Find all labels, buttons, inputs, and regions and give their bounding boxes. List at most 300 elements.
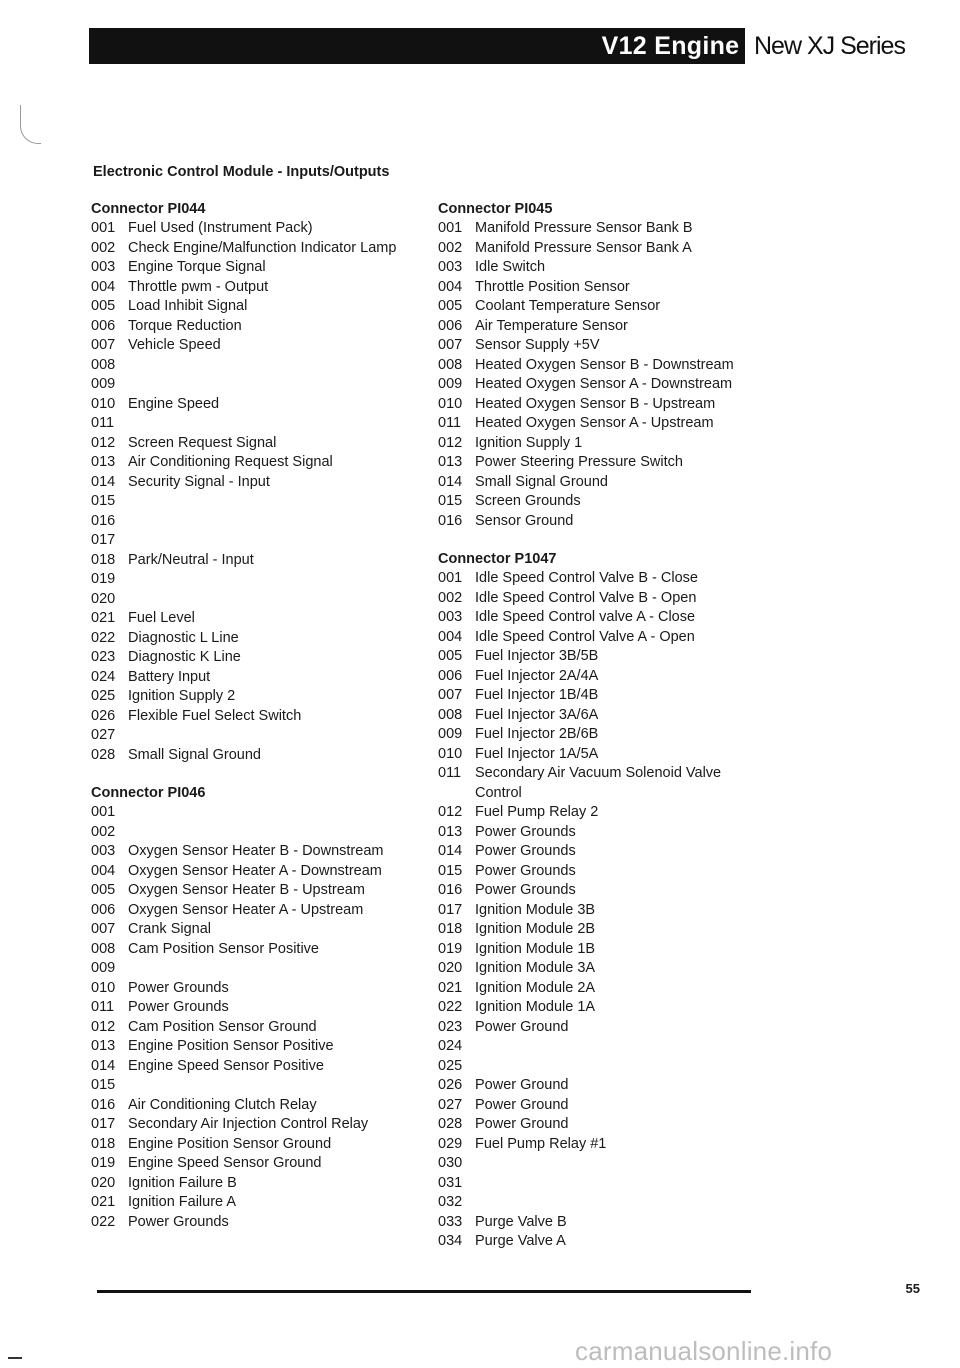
pin-row xyxy=(91,356,411,376)
pin-row xyxy=(91,1213,411,1233)
pin-number: 027 xyxy=(91,727,116,743)
pin-number: 012 xyxy=(91,1018,116,1035)
pin-label: Flexible Fuel Select Switch xyxy=(128,707,302,724)
pin-row xyxy=(438,686,758,706)
pin-number: 005 xyxy=(91,298,116,314)
pin-row xyxy=(91,336,411,356)
pin-number: 018 xyxy=(91,551,116,568)
connector-title: Connector PI044 xyxy=(91,201,206,217)
pin-number: 015 xyxy=(438,493,463,509)
page-number: 55 xyxy=(905,1281,920,1296)
pin-number: 004 xyxy=(91,278,116,295)
pin-label: Load Inhibit Signal xyxy=(128,298,248,314)
pin-number: 003 xyxy=(438,609,463,625)
pin-number: 006 xyxy=(91,317,116,334)
pin-row xyxy=(438,356,758,376)
pin-number: 019 xyxy=(91,1155,116,1171)
pin-label: Heated Oxygen Sensor B - Upstream xyxy=(475,395,716,412)
pin-label: Fuel Pump Relay #1 xyxy=(475,1135,607,1152)
pin-label: Fuel Injector 3B/5B xyxy=(475,648,599,664)
pin-label: Fuel Injector 2B/6B xyxy=(475,726,599,742)
pin-row xyxy=(438,628,758,648)
pin-number: 001 xyxy=(438,570,463,586)
header-engine-title: V12 Engine xyxy=(601,32,740,60)
pin-number: 012 xyxy=(91,434,116,451)
pin-row xyxy=(438,1037,758,1057)
pin-number: 010 xyxy=(438,395,463,412)
pin-number: 027 xyxy=(438,1096,463,1113)
pin-row xyxy=(91,414,411,434)
pin-number: 031 xyxy=(438,1174,463,1191)
pin-label: Idle Speed Control Valve B - Close xyxy=(475,570,698,586)
pin-label xyxy=(128,803,411,823)
pin-number: 011 xyxy=(91,415,115,431)
pin-row xyxy=(91,239,411,259)
pin-label: Purge Valve A xyxy=(475,1233,566,1249)
pin-number: 007 xyxy=(91,921,116,937)
connector-title: Connector PI045 xyxy=(438,201,553,217)
pin-label: Idle Switch xyxy=(475,259,546,275)
pin-label xyxy=(475,1154,758,1174)
pin-number: 008 xyxy=(438,356,463,373)
pin-row xyxy=(438,803,758,823)
pin-label: Diagnostic K Line xyxy=(128,649,241,665)
pin-row xyxy=(438,414,758,434)
connector-section xyxy=(438,199,758,531)
pin-row xyxy=(91,395,411,415)
pin-label: Check Engine/Malfunction Indicator Lamp xyxy=(128,239,397,256)
pin-row xyxy=(91,1154,411,1174)
pin-label: Oxygen Sensor Heater B - Upstream xyxy=(128,882,365,898)
pin-label: Throttle pwm - Output xyxy=(128,278,269,295)
pin-number: 028 xyxy=(91,746,116,763)
pin-row xyxy=(91,648,411,668)
pin-label xyxy=(128,1076,411,1096)
pin-number: 013 xyxy=(91,1038,116,1054)
pin-row xyxy=(438,239,758,259)
pin-number: 016 xyxy=(438,882,463,898)
pin-row xyxy=(438,589,758,609)
connector-section xyxy=(91,199,411,765)
pin-number: 009 xyxy=(91,376,116,392)
pin-number: 014 xyxy=(91,1057,116,1074)
pin-label: Engine Torque Signal xyxy=(128,259,266,275)
pin-row xyxy=(91,629,411,649)
pin-row xyxy=(438,317,758,337)
connector-title: Connector P1047 xyxy=(438,551,557,567)
pin-label: Engine Speed xyxy=(128,395,220,412)
pin-row xyxy=(91,668,411,688)
pin-label xyxy=(128,492,411,512)
pin-number: 007 xyxy=(438,337,463,353)
pin-number: 021 xyxy=(91,610,116,626)
pin-label: Fuel Pump Relay 2 xyxy=(475,804,599,820)
pin-row xyxy=(438,1057,758,1077)
pin-label xyxy=(475,1037,758,1057)
pin-number: 011 xyxy=(91,999,115,1015)
pin-row xyxy=(438,881,758,901)
pin-row xyxy=(91,297,411,317)
pin-number: 004 xyxy=(438,278,463,295)
pin-number: 012 xyxy=(438,434,463,451)
pin-row xyxy=(438,1076,758,1096)
footer-rule xyxy=(97,1290,751,1293)
pin-row xyxy=(91,881,411,901)
pin-number: 028 xyxy=(438,1116,463,1132)
pin-number: 016 xyxy=(91,1096,116,1113)
pin-row xyxy=(91,278,411,298)
pin-number: 003 xyxy=(91,843,116,859)
pin-number: 020 xyxy=(91,1174,116,1191)
pin-row xyxy=(91,803,411,823)
pin-row xyxy=(438,569,758,589)
pin-number: 019 xyxy=(91,571,116,587)
pin-label: Screen Grounds xyxy=(475,493,581,509)
pin-label: Manifold Pressure Sensor Bank A xyxy=(475,239,692,256)
pin-row xyxy=(91,862,411,882)
pin-label: Oxygen Sensor Heater B - Downstream xyxy=(128,843,384,859)
pin-row xyxy=(91,434,411,454)
pin-label xyxy=(128,823,411,843)
pin-label: Crank Signal xyxy=(128,921,212,937)
pin-label: Air Temperature Sensor xyxy=(475,317,628,334)
pin-number: 029 xyxy=(438,1135,463,1152)
pin-label: Screen Request Signal xyxy=(128,434,277,451)
pin-row xyxy=(91,1057,411,1077)
pin-row xyxy=(438,297,758,317)
pin-label: Heated Oxygen Sensor A - Downstream xyxy=(475,376,733,392)
pin-number: 032 xyxy=(438,1194,463,1210)
section-gap xyxy=(438,531,758,549)
pin-number: 010 xyxy=(91,395,116,412)
pin-label: Torque Reduction xyxy=(128,317,242,334)
pin-label: Idle Speed Control Valve B - Open xyxy=(475,589,697,606)
pin-label xyxy=(128,356,411,376)
pin-label: Ignition Module 3B xyxy=(475,901,596,918)
pin-row xyxy=(91,998,411,1018)
pin-label: Security Signal - Input xyxy=(128,473,270,490)
pin-label: Air Conditioning Request Signal xyxy=(128,454,333,470)
pin-label xyxy=(128,959,411,979)
pin-number: 023 xyxy=(438,1018,463,1035)
pin-label: Cam Position Sensor Ground xyxy=(128,1018,317,1035)
pin-row xyxy=(91,453,411,473)
pin-row xyxy=(91,959,411,979)
right-column xyxy=(438,199,758,1252)
pin-row xyxy=(438,920,758,940)
pin-number: 017 xyxy=(438,901,463,918)
pin-row xyxy=(438,647,758,667)
pin-row xyxy=(91,1037,411,1057)
pin-label: Idle Speed Control Valve A - Open xyxy=(475,628,695,645)
pin-row xyxy=(91,1115,411,1135)
pin-number: 024 xyxy=(91,668,116,685)
pin-number: 012 xyxy=(438,804,463,820)
pin-row xyxy=(438,667,758,687)
pin-number: 001 xyxy=(91,220,116,236)
pin-number: 002 xyxy=(91,239,116,256)
pin-number: 022 xyxy=(91,629,116,646)
pin-number: 014 xyxy=(438,473,463,490)
pin-number: 023 xyxy=(91,649,116,665)
pin-number: 002 xyxy=(438,239,463,256)
pin-number: 015 xyxy=(91,1077,116,1093)
pin-row xyxy=(438,998,758,1018)
pin-number: 013 xyxy=(91,454,116,470)
pin-row xyxy=(438,608,758,628)
pin-row xyxy=(438,492,758,512)
pin-row xyxy=(91,823,411,843)
pin-number: 005 xyxy=(438,648,463,664)
pin-label: Sensor Ground xyxy=(475,512,574,529)
pin-label xyxy=(128,726,411,746)
pin-label: Ignition Failure B xyxy=(128,1174,237,1191)
pin-number: 006 xyxy=(438,317,463,334)
pin-number: 004 xyxy=(91,862,116,879)
pin-label: Small Signal Ground xyxy=(128,746,261,763)
pin-row xyxy=(438,725,758,745)
pin-label: Coolant Temperature Sensor xyxy=(475,298,661,314)
pin-row xyxy=(438,842,758,862)
pin-label: Engine Speed Sensor Positive xyxy=(128,1057,324,1074)
pin-label: Fuel Injector 2A/4A xyxy=(475,667,599,684)
pin-row xyxy=(438,862,758,882)
pin-label: Oxygen Sensor Heater A - Upstream xyxy=(128,901,364,918)
pin-row xyxy=(438,959,758,979)
pin-number: 021 xyxy=(438,979,463,996)
pin-label: Diagnostic L Line xyxy=(128,629,239,646)
pin-row xyxy=(438,1193,758,1213)
pin-number: 016 xyxy=(91,512,116,529)
pin-label: Heated Oxygen Sensor B - Downstream xyxy=(475,356,734,373)
pin-label: Heated Oxygen Sensor A - Upstream xyxy=(475,415,714,431)
pin-number: 030 xyxy=(438,1155,463,1171)
pin-label xyxy=(128,570,411,590)
pin-label: Power Grounds xyxy=(128,979,229,996)
pin-number: 008 xyxy=(438,706,463,723)
pin-row xyxy=(438,434,758,454)
pin-row xyxy=(91,1076,411,1096)
pin-label: Power Ground xyxy=(475,1018,569,1035)
pin-label: Fuel Used (Instrument Pack) xyxy=(128,220,313,236)
pin-number: 013 xyxy=(438,454,463,470)
pin-number: 007 xyxy=(438,687,463,703)
pin-label: Power Ground xyxy=(475,1096,569,1113)
pin-row xyxy=(91,551,411,571)
pin-row xyxy=(91,687,411,707)
pin-label xyxy=(128,531,411,551)
pin-row xyxy=(91,842,411,862)
pin-row xyxy=(438,336,758,356)
pin-label: Power Grounds xyxy=(475,882,576,898)
pin-label: Throttle Position Sensor xyxy=(475,278,630,295)
pin-number: 009 xyxy=(91,960,116,976)
pin-label: Fuel Injector 1A/5A xyxy=(475,745,599,762)
pin-row xyxy=(91,512,411,532)
pin-label: Air Conditioning Clutch Relay xyxy=(128,1096,317,1113)
pin-row xyxy=(438,1154,758,1174)
pin-number: 019 xyxy=(438,940,463,957)
pin-label: Ignition Module 1A xyxy=(475,999,596,1015)
pin-number: 006 xyxy=(91,901,116,918)
pin-number: 020 xyxy=(91,590,116,607)
pin-row xyxy=(438,219,758,239)
pin-row xyxy=(91,707,411,727)
pin-row xyxy=(91,940,411,960)
pin-label: Power Grounds xyxy=(128,999,229,1015)
pin-number: 025 xyxy=(438,1057,463,1074)
pin-row xyxy=(438,375,758,395)
pin-number: 015 xyxy=(91,493,116,509)
pin-row xyxy=(91,1096,411,1116)
pin-label: Ignition Supply 1 xyxy=(475,434,583,451)
pin-number: 018 xyxy=(91,1135,116,1152)
pin-label: Secondary Air Injection Control Relay xyxy=(128,1116,369,1132)
pin-label: Ignition Module 2B xyxy=(475,921,596,937)
pin-number: 001 xyxy=(91,804,116,820)
pin-number: 003 xyxy=(438,259,463,275)
pin-row xyxy=(438,453,758,473)
pin-row xyxy=(438,473,758,493)
pin-number: 014 xyxy=(438,843,463,859)
pin-row xyxy=(438,979,758,999)
pin-number: 002 xyxy=(91,823,116,840)
pin-row xyxy=(91,1193,411,1213)
pin-label: Park/Neutral - Input xyxy=(128,551,254,568)
pin-number: 016 xyxy=(438,512,463,529)
pin-number: 017 xyxy=(91,1116,116,1132)
pin-number: 001 xyxy=(438,220,463,236)
watermark-text: carmanualsonline.info xyxy=(575,1336,833,1366)
pin-label xyxy=(128,512,411,532)
pin-label xyxy=(128,375,411,395)
pin-label xyxy=(475,1193,758,1213)
pin-row xyxy=(91,979,411,999)
pin-row xyxy=(438,1213,758,1233)
pin-label: Fuel Injector 3A/6A xyxy=(475,706,599,723)
pin-row xyxy=(91,1135,411,1155)
pin-row xyxy=(91,920,411,940)
pin-label: Ignition Module 1B xyxy=(475,940,596,957)
section-gap xyxy=(91,765,411,783)
pin-label: Engine Position Sensor Positive xyxy=(128,1038,334,1054)
pin-label: Power Grounds xyxy=(128,1213,229,1230)
pin-row xyxy=(438,395,758,415)
corner-dash-mark xyxy=(8,1357,22,1359)
pin-number: 013 xyxy=(438,823,463,840)
pin-number: 026 xyxy=(91,707,116,724)
pin-label xyxy=(128,414,411,434)
pin-row xyxy=(438,823,758,843)
pin-label: Battery Input xyxy=(128,668,211,685)
pin-label: Manifold Pressure Sensor Bank B xyxy=(475,220,693,236)
pin-number: 011 xyxy=(438,765,462,781)
connector-section xyxy=(438,549,758,1252)
pin-label: Ignition Failure A xyxy=(128,1194,237,1210)
pin-number: 011 xyxy=(438,415,462,431)
pin-row xyxy=(91,570,411,590)
left-column xyxy=(91,199,411,1232)
pin-number: 021 xyxy=(91,1194,116,1210)
pin-number: 002 xyxy=(438,589,463,606)
pin-label xyxy=(128,590,411,610)
pin-row xyxy=(91,219,411,239)
pin-row xyxy=(438,512,758,532)
pin-label: Power Ground xyxy=(475,1116,569,1132)
pin-row xyxy=(438,1232,758,1252)
pin-number: 014 xyxy=(91,473,116,490)
pin-label: Secondary Air Vacuum Solenoid Valve Control xyxy=(475,765,722,801)
page-title: Electronic Control Module - Inputs/Outputs xyxy=(93,164,390,180)
pin-label: Power Grounds xyxy=(475,823,576,840)
header-series-title: New XJ Series xyxy=(754,32,905,60)
pin-row xyxy=(438,1096,758,1116)
pin-label: Engine Speed Sensor Ground xyxy=(128,1155,322,1171)
pin-row xyxy=(438,901,758,921)
pin-label: Vehicle Speed xyxy=(128,337,221,353)
pin-label: Ignition Module 3A xyxy=(475,960,596,976)
pin-number: 022 xyxy=(438,999,463,1015)
pin-number: 005 xyxy=(438,298,463,314)
pin-label: Power Grounds xyxy=(475,843,576,859)
pin-number: 009 xyxy=(438,376,463,392)
pin-label: Ignition Supply 2 xyxy=(128,688,236,704)
pin-number: 010 xyxy=(438,745,463,762)
pin-row xyxy=(91,609,411,629)
pin-row xyxy=(91,473,411,493)
pin-number: 020 xyxy=(438,960,463,976)
pin-number: 003 xyxy=(91,259,116,275)
pin-row xyxy=(438,706,758,726)
pin-label: Engine Position Sensor Ground xyxy=(128,1135,332,1152)
pin-label: Small Signal Ground xyxy=(475,473,608,490)
pin-row xyxy=(438,258,758,278)
pin-row xyxy=(91,258,411,278)
pin-label: Power Ground xyxy=(475,1077,569,1093)
pin-row xyxy=(91,492,411,512)
pin-label: Fuel Injector 1B/4B xyxy=(475,687,599,703)
pin-label: Oxygen Sensor Heater A - Downstream xyxy=(128,862,382,879)
pin-number: 009 xyxy=(438,726,463,742)
pin-row xyxy=(91,375,411,395)
pin-number: 026 xyxy=(438,1077,463,1093)
pin-number: 010 xyxy=(91,979,116,996)
pin-row xyxy=(91,901,411,921)
pin-label: Cam Position Sensor Positive xyxy=(128,940,319,957)
pin-number: 004 xyxy=(438,628,463,645)
pin-row xyxy=(438,278,758,298)
pin-number: 005 xyxy=(91,882,116,898)
pin-row xyxy=(91,1018,411,1038)
pin-number: 015 xyxy=(438,862,463,879)
pin-row xyxy=(438,1174,758,1194)
connector-section xyxy=(91,783,411,1232)
pin-row xyxy=(438,1018,758,1038)
pin-number: 008 xyxy=(91,940,116,957)
pin-label: Purge Valve B xyxy=(475,1213,567,1230)
pin-row xyxy=(91,726,411,746)
pin-number: 033 xyxy=(438,1213,463,1230)
pin-number: 007 xyxy=(91,337,116,353)
pin-label: Fuel Level xyxy=(128,610,195,626)
pin-label: Power Grounds xyxy=(475,862,576,879)
pin-number: 006 xyxy=(438,667,463,684)
pin-label: Power Steering Pressure Switch xyxy=(475,454,683,470)
pin-label: Ignition Module 2A xyxy=(475,979,596,996)
pin-number: 017 xyxy=(91,532,116,548)
pin-label: Idle Speed Control valve A - Close xyxy=(475,609,696,625)
pin-row xyxy=(438,745,758,765)
